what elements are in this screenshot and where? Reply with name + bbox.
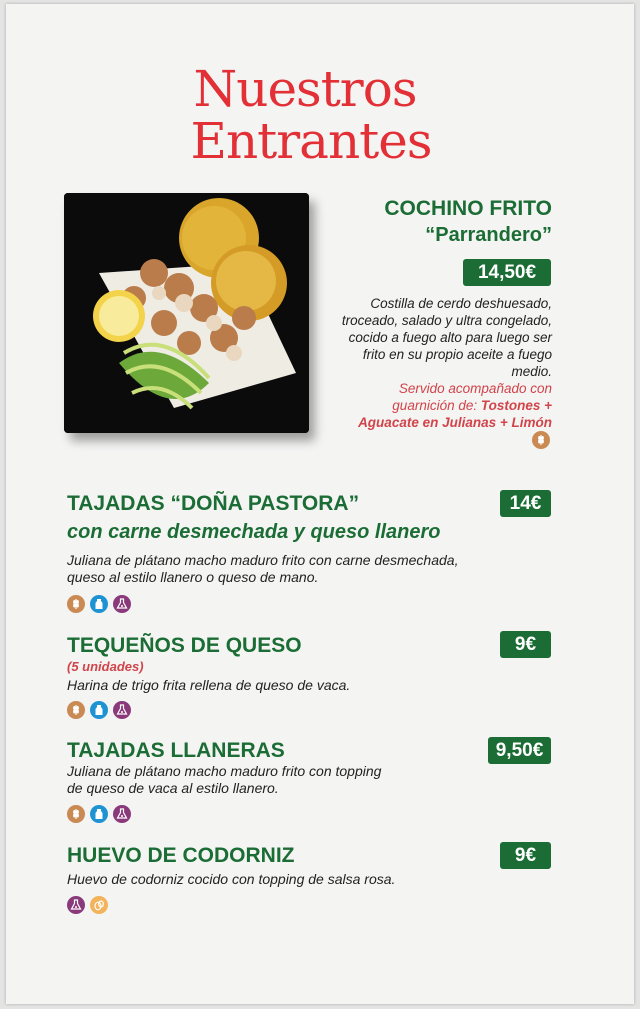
item-allergens (67, 701, 131, 719)
item-description: Harina de trigo frita rellena de queso de vaca. (67, 677, 351, 693)
item-price: 9€ (500, 842, 551, 869)
item-note: (5 unidades) (67, 659, 144, 674)
sulfite-icon (113, 805, 131, 823)
title-line-2: Entrantes (190, 112, 432, 170)
gluten-icon (67, 805, 85, 823)
item-subtitle: con carne desmechada y queso llanero (67, 521, 441, 543)
featured-allergens (532, 431, 550, 449)
item-description: Juliana de plátano macho maduro frito con topping de queso de vaca al estilo llanero. (67, 763, 382, 796)
sulfite-icon (113, 701, 131, 719)
milk-icon (90, 805, 108, 823)
featured-subtitle: “Parrandero” (425, 224, 552, 246)
milk-icon (90, 595, 108, 613)
title-line-1: Nuestros (193, 60, 417, 118)
milk-icon (90, 701, 108, 719)
gluten-icon (67, 701, 85, 719)
item-allergens (67, 896, 108, 914)
item-name: TEQUEÑOS DE QUESO (67, 634, 302, 657)
sulfite-icon (67, 896, 85, 914)
featured-name: COCHINO FRITO (384, 197, 552, 220)
gluten-icon (67, 595, 85, 613)
item-name: HUEVO DE CODORNIZ (67, 844, 295, 867)
item-allergens (67, 805, 131, 823)
item-price: 14€ (500, 490, 551, 517)
item-description: Huevo de codorniz cocido con topping de salsa rosa. (67, 871, 396, 887)
item-price: 9€ (500, 631, 551, 658)
egg-icon (90, 896, 108, 914)
featured-description: Costilla de cerdo deshuesado, troceado, salado y ultra congelado, cocido a fuego alto para luego ser frito en su propio aceite a fuego medio. Servido acompañado con guarnición de: Tostones + Aguacate en Julianas + Limón (341, 296, 552, 430)
item-name: TAJADAS LLANERAS (67, 739, 285, 762)
sulfite-icon (113, 595, 131, 613)
item-name: TAJADAS “DOÑA PASTORA” (67, 492, 360, 515)
menu-page (6, 4, 634, 1004)
item-allergens (67, 595, 131, 613)
item-description: Juliana de plátano macho maduro frito con carne desmechada, queso al estilo llanero o queso de mano. (67, 552, 459, 585)
featured-price: 14,50€ (463, 259, 551, 286)
gluten-icon (532, 431, 550, 449)
item-price: 9,50€ (488, 737, 551, 764)
